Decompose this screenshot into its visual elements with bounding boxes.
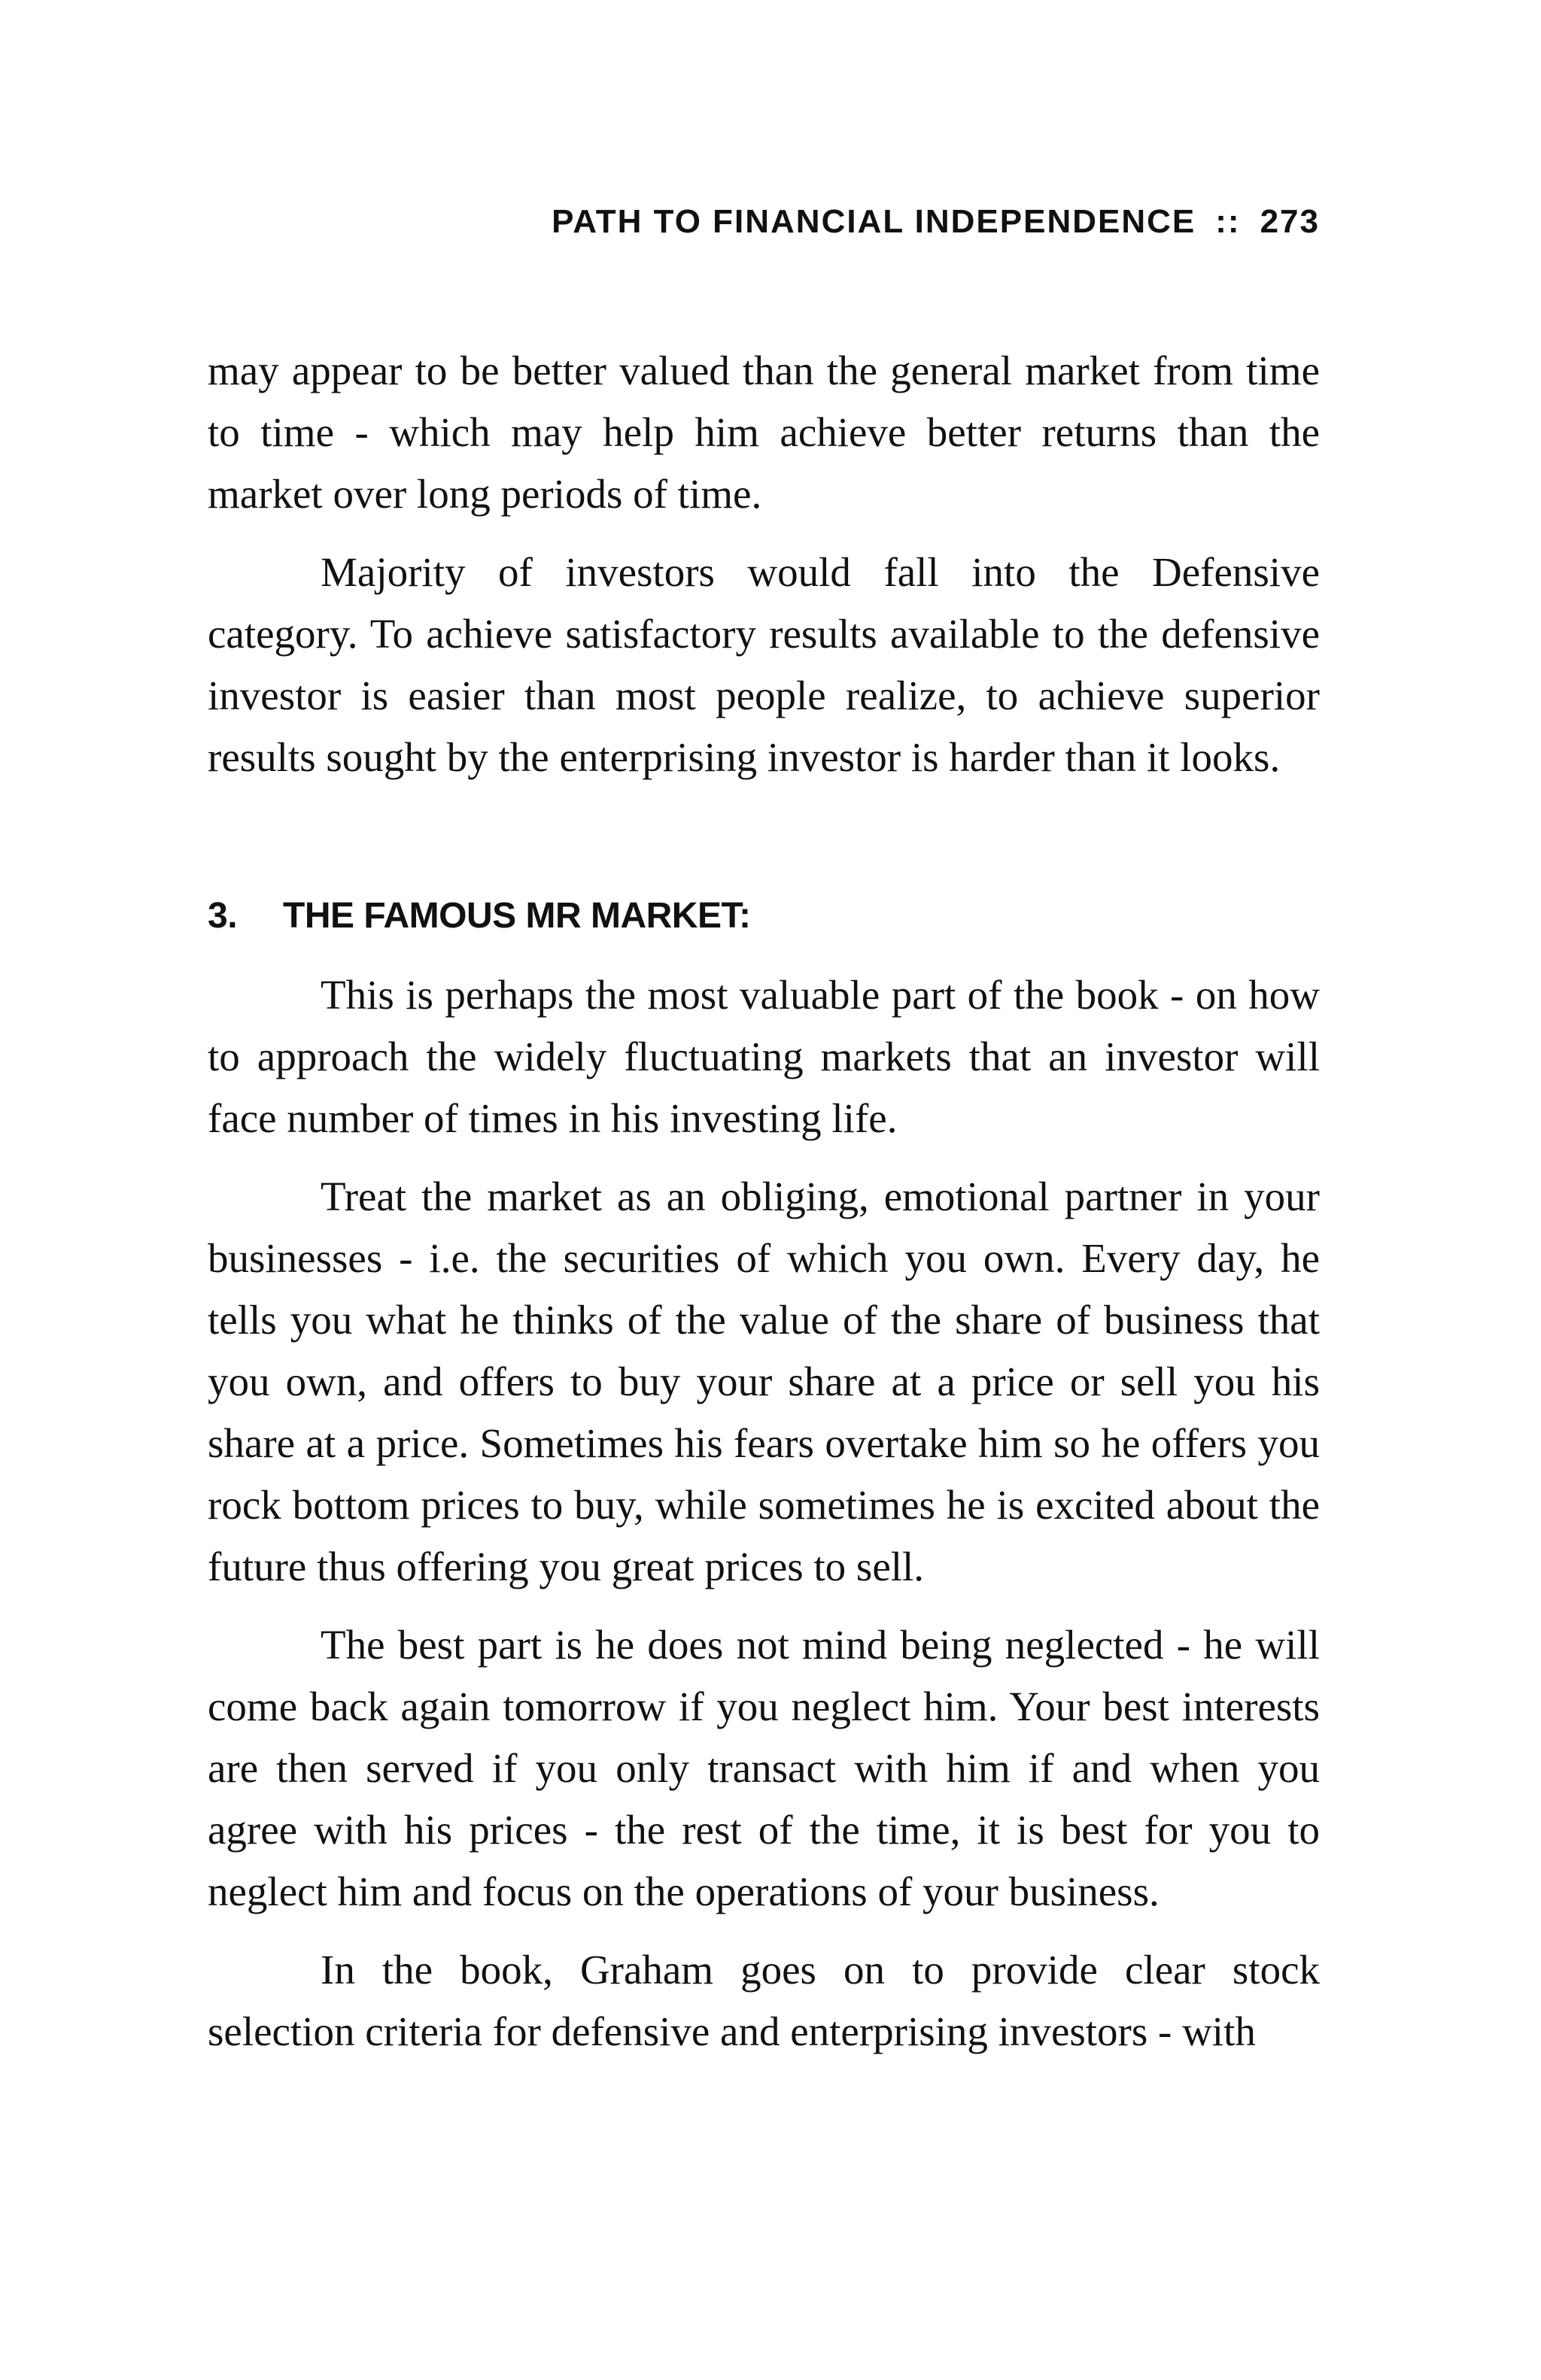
paragraph: The best part is he does not mind being neglected - he will come back again tomorrow if you neglect him. Your best interests are then served if you only transact with him if and when you agree with his prices - the rest of the time, it is best for you to neglect him and focus on the operations of your business. [208,1622,1320,1914]
section-heading [208,894,1320,939]
header-separator: :: [1215,203,1241,240]
section-title: THE FAMOUS MR MARKET: [283,896,751,936]
page-body [208,340,1320,2063]
running-header [552,203,1320,241]
paragraph: may appear to be better valued than the general market from time to time - which may help him achieve better returns than the market over long periods of time. [208,348,1320,517]
book-page [208,0,1320,2380]
paragraph: Treat the market as an obliging, emotional partner in your businesses - i.e. the securities of which you own. Every day, he tells you what he thinks of the value of the share of business that you own, and offers to buy your share at a price or sell you his share at a price. Sometimes his fears overtake him so he offers you rock bottom prices to buy, while sometimes he is excited about the future thus offering you great prices to sell. [208,1173,1320,1589]
paragraph: Majority of investors would fall into the Defensive category. To achieve satisfactory results available to the defensive investor is easier than most people realize, to achieve superior results sought by the enterprising investor is harder than it looks. [208,549,1320,780]
paragraph: This is perhaps the most valuable part of the book - on how to approach the widely fluctuating markets that an investor will face number of times in his investing life. [208,972,1320,1141]
page-number: 273 [1260,203,1320,240]
header-title: PATH TO FINANCIAL INDEPENDENCE [552,203,1196,240]
section-number: 3. [208,896,238,936]
paragraph: In the book, Graham goes on to provide clear stock selection criteria for defensive and enterprising investors - with [208,1947,1320,2054]
